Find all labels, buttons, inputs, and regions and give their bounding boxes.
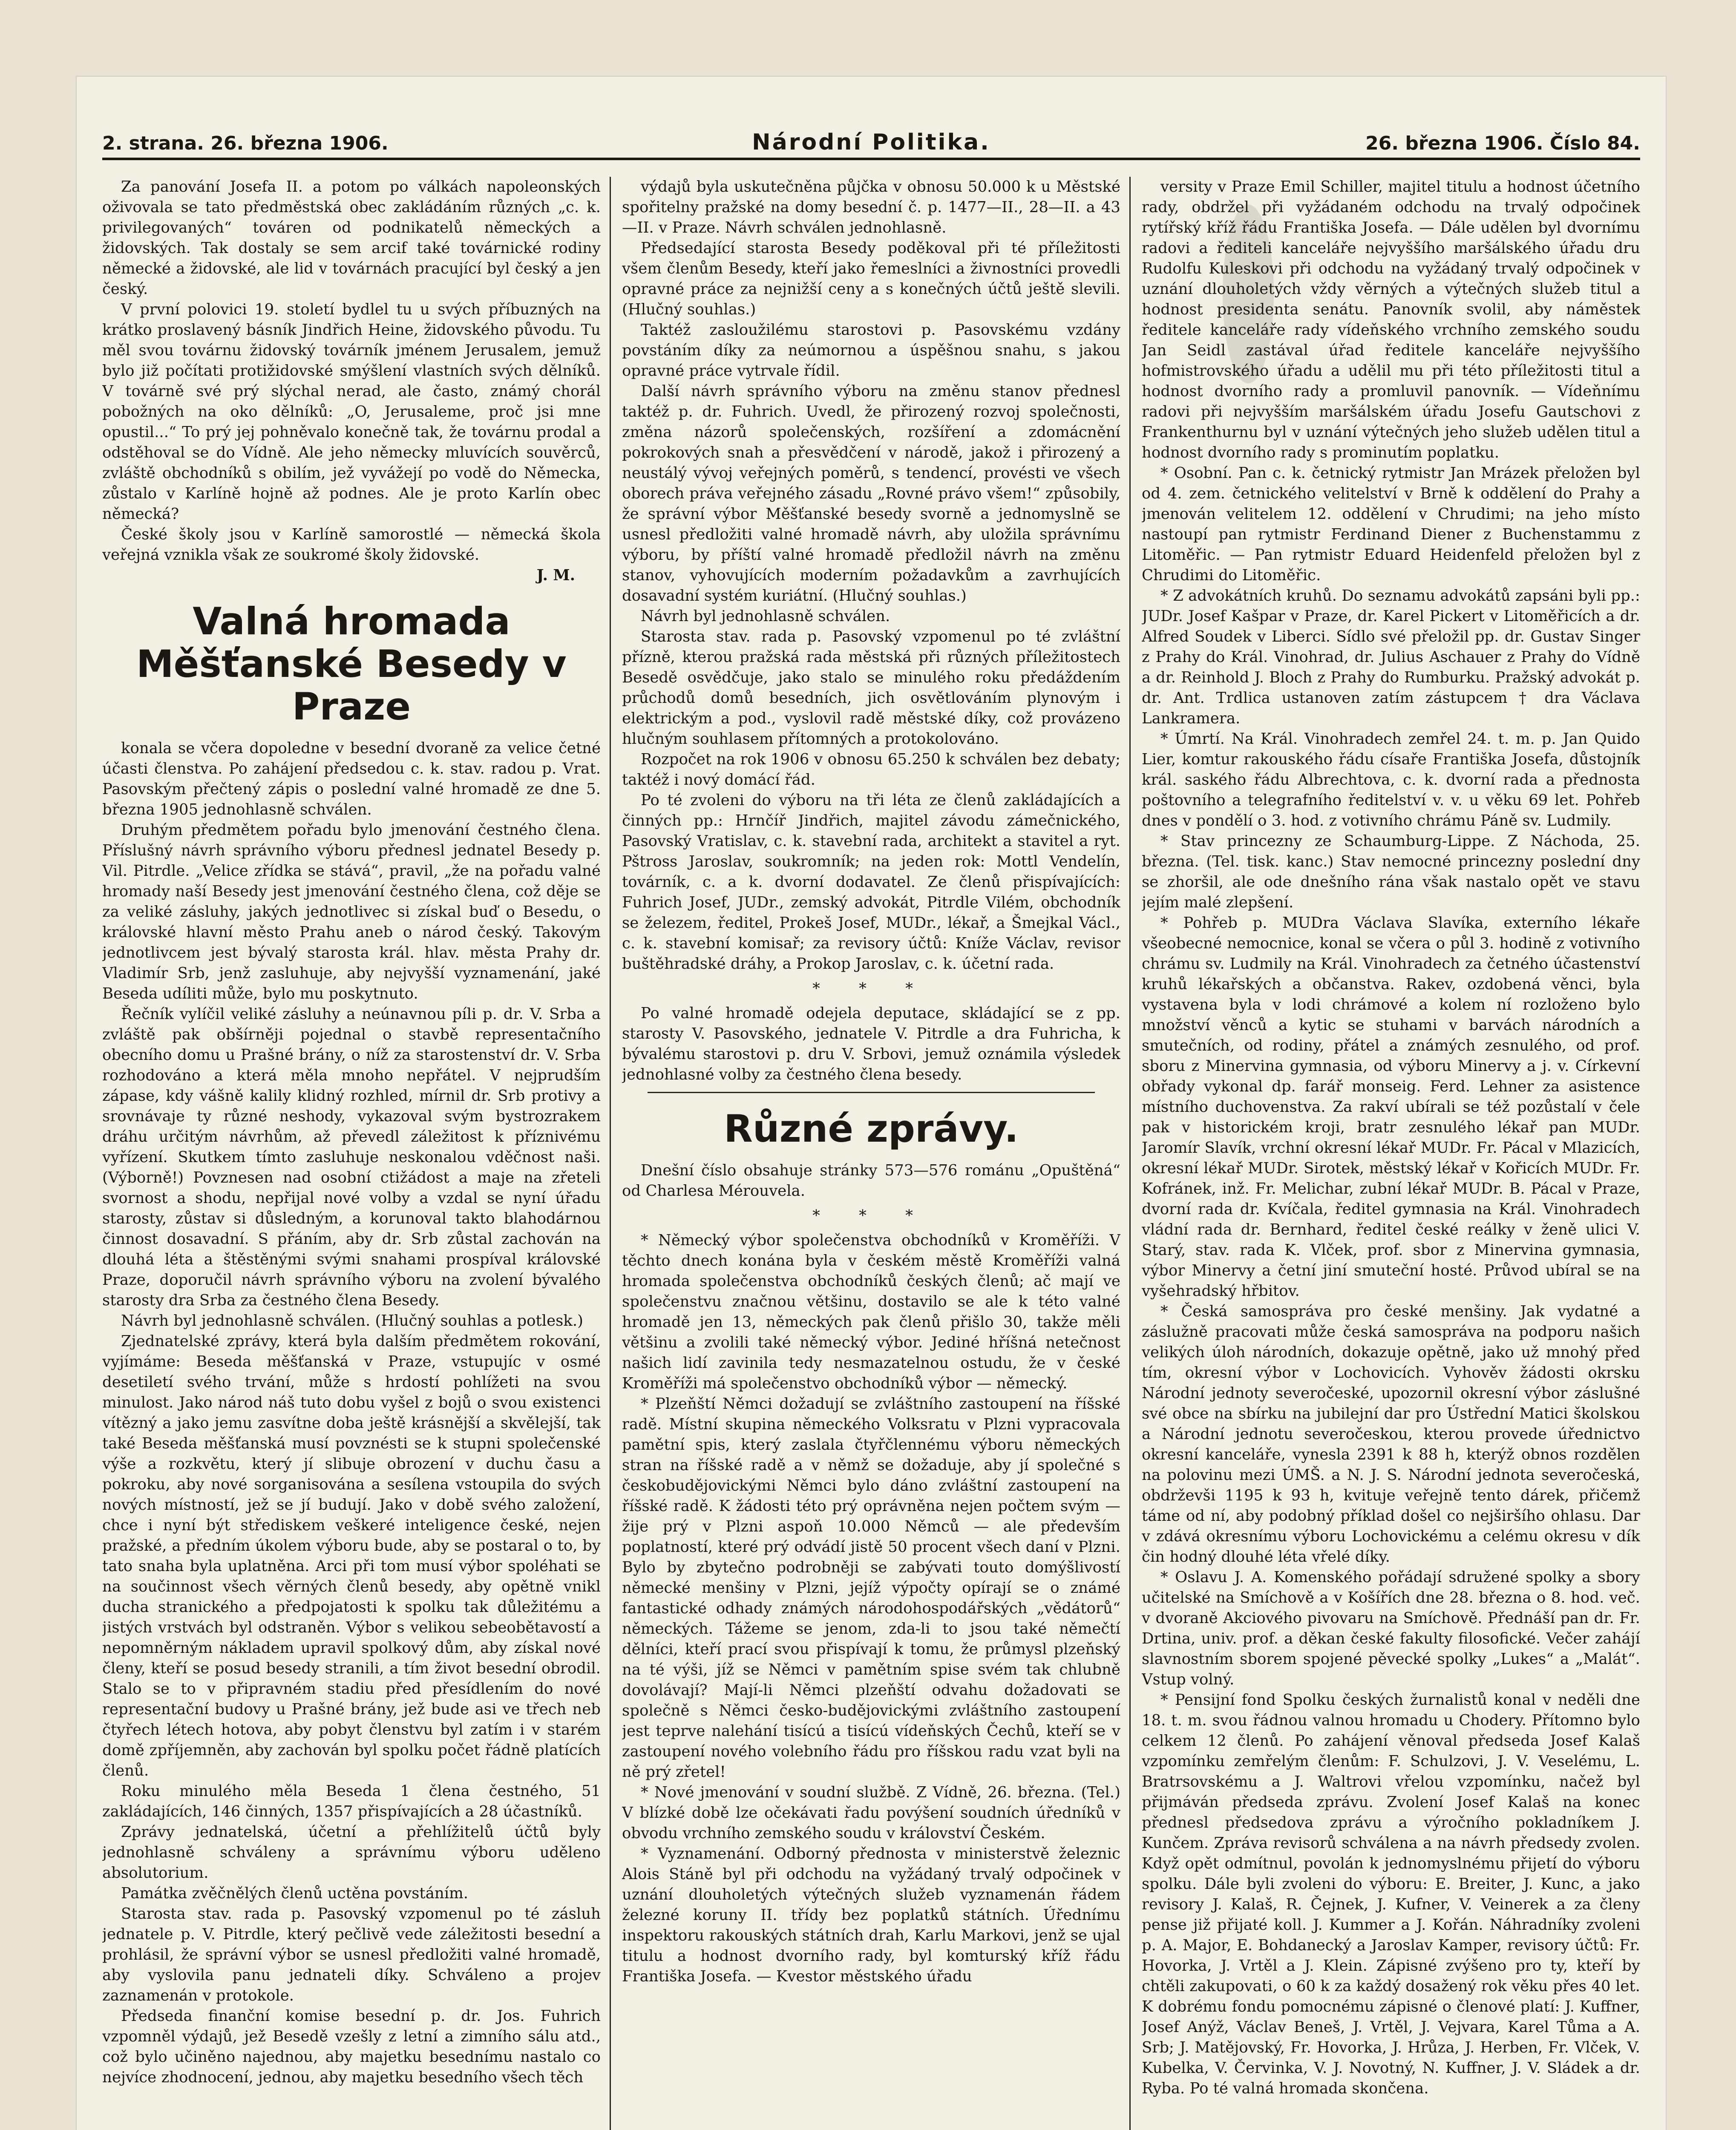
paragraph: V první polovici 19. století bydlel tu u svých příbuzných na krátko proslavený básník Jindřich Heine, židovského původu. Tu měl svou továrnu židovský továrník jménem Jerusalem, jemuž bylo již počítati protižidovské smýšlení vlastních svých dělníků. V továrně své prý slýchal nerad, ale často, známý chorál pobožných na oko dělníků: „O, Jerusaleme, proč jsi mne opustil...“ To prý jej pohněvalo konečně tak, že továrnu prodal a odstěhoval se do Vídně. Ale jeho německy mluvících souvěrců, zvláště obchodníků s obilím, jež vyvážejí po vodě do Německa, zůstalo v Karlíně hojně až podnes. Ale je proto Karlín obec německá? (102, 301, 601, 523)
paragraph: * Úmrtí. Na Král. Vinohradech zemřel 24. t. m. p. Jan Quido Lier, komtur rakouského řádu císaře Františka Josefa, důstojník král. saského řádu Albrechtova, c. k. dvorní rada a přednosta poštovního a telegrafního ředitelství v. v. u věku 69 let. Pohřeb dnes v pondělí o 3. hod. z votivního chrámu Páně sv. Ludmily. (1142, 730, 1640, 829)
paragraph: * Nové jmenování v soudní službě. Z Vídně, 26. března. (Tel.) V blízké době lze očekávati řadu povýšení soudních úředníků v obvodu vrchního zemského soudu v království Českém. (622, 1784, 1120, 1842)
paragraph: * Osobní. Pan c. k. četnický rytmistr Jan Mrázek přeložen byl od 4. zem. četnického velitelství v Brně k oddělení do Prahy a jmenován velitelem 12. oddělení v Chrudimi; na jeho místo nastoupí pan rytmistr Ferdinand Diener z Buchenstammu z Litoměřic. — Pan rytmistr Eduard Heidenfeld přeložen byl z Chrudimi do Litoměřic. (1142, 464, 1640, 584)
column-2 (622, 177, 1120, 2130)
paragraph: Taktéž zasloužilému starostovi p. Pasovskému vzdány povstáním díky za neúmornou a úspěšnou snahu, s jakou opravné práce vytrvale řídil. (622, 321, 1120, 380)
column-divider (610, 177, 611, 2130)
paragraph: Roku minulého měla Beseda 1 člena čestného, 51 zakládajících, 146 činných, 1357 přispívajících a 28 účastníků. (102, 1782, 601, 1820)
paragraph: Další návrh správního výboru na změnu stanov přednesl taktéž p. dr. Fuhrich. Uvedl, že přirozený rozvoj společnosti, změna názorů společenských, rozšíření a zdomácnění pokrokových snah a přesvědčení v národě, jakož i přirozený a neustálý vývoj veřejných poměrů, s tendencí, provésti ve všech oborech práva veřejného zásadu „Rovné právo všem!“ způsobily, že správní výbor Měšťanské besedy svorně a jednomyslně se usnesl předložiti valné hromadě návrh, aby uložila správnímu výboru, by příští valné hromadě předložil návrh na změnu stanov, vyhovujících moderním požadavkům a zavrhujících dosavadní systém kuriátní. (Hlučný souhlas.) (622, 383, 1120, 604)
paragraph: konala se včera dopoledne v besední dvoraně za velice četné účasti členstva. Po zahájení předsedou c. k. stav. radou p. Vrat. Pasovským přečtený zápis o poslední valné hromadě ze dne 5. března 1905 jednohlasně schválen. (102, 740, 601, 818)
newspaper-page (77, 77, 1666, 2130)
paragraph: * Vyznamenání. Odborný přednosta v ministerstvě železnic Alois Stáně byl při odchodu na vyžádaný trvalý odpočinek v uznání dlouholetých výtečných služeb vyznamenán řádem železné koruny II. třídy bez poplatků státních. Úřednímu inspektoru rakouských státních drah, Karlu Markovi, jenž se ujal titulu a hodnost dvorního rady, byl komturský kříž řádu Františka Josefa. — Kvestor městského úřadu (622, 1845, 1120, 1985)
section-headline: Různé zprávy. (724, 1107, 1019, 1151)
paragraph: Předsedající starosta Besedy poděkoval při té příležitosti všem členům Besedy, kteří jako řemeslníci a živnostníci provedli opravné práce za nejnižší ceny a s konečných účtů ještě slevili. (Hlučný souhlas.) (622, 239, 1120, 318)
paragraph: versity v Praze Emil Schiller, majitel titulu a hodnost účetního rady, obdržel při vyžádaném odchodu na trvalý odpočinek rytířský kříž řádu Františka Josefa. — Dále udělen byl dvornímu radovi a řediteli kanceláře nejvyššího maršálského úřadu dru Rudolfu Kuleskovi při odchodu na vyžádaný trvalý odpočinek v uznání dlouholetých vždy věrných a výtečných služeb titul a hodnost presidenta senátu. Panovník svolil, aby náměstek ředitele kanceláře rady vídeňského vrchního zemského soudu Jan Seidl zastával úřad ředitele kanceláře nejvyššího hofmistrovského úřadu a udělil mu při této příležitosti titul a hodnost dvorního rady a promluvil panovník. — Vídeňnímu radovi při nejvyšším maršálském úřadu Josefu Gautschovi z Frankenthurnu byl v uznání výtečných jeho služeb udělen titul a hodnost dvorního rady s prominutím poplatku. (1142, 178, 1640, 461)
masthead (102, 124, 1640, 160)
paragraph: Zprávy jednatelská, účetní a přehlížitelů účtů byly jednohlasně schváleny a správnímu výboru uděleno absolutorium. (102, 1823, 601, 1882)
paragraph: Za panování Josefa II. a potom po válkách napoleonských oživovala se tato předměstská obec zakládáním různých „c. k. privilegovaných“ továren od podnikatelů německých a židovských. Tak dostaly se sem arcif také továrnické rodiny německé a židovské, ale lid v továrnách pracující byl český a jen český. (102, 178, 601, 298)
paragraph: České školy jsou v Karlíně samorostlé — německá škola veřejná vznikla však ze soukromé školy židovské. (102, 526, 601, 564)
paragraph: * Německý výbor společenstva obchodníků v Kroměříži. V těchto dnech konána byla v českém městě Kroměříži valná hromada společenstva obchodníků českých členů; ač mají ve společenstvu značnou většinu, dostavilo se ale k této valné hromadě jen 13, německých pak členů přišlo 30, takže měli většinu a zvolili také německý výbor. Jediné hříšná netečnost našich lidí zavinila tedy nesmazatelnou ostudu, že v české Kroměříži má společenstvo obchodníků výbor — německý. (622, 1232, 1120, 1392)
paragraph: Řečník vylíčil veliké zásluhy a neúnavnou píli p. dr. V. Srba a zvláště pak obšírněji pojednal o stavbě representačního obecního domu u Prašné brány, o níž za starostenství dr. V. Srba rozhodováno a která měla mnoho nepřátel. V nejprudším zápase, kdy vášně kalily klidný rozhled, mírnil dr. Srb protivy a srovnávaje ty různé neshody, vykazoval svým bystrozrakem dráhu určitým návrhům, až převedl záležitost k příznivému vyřízení. Skutkem tímto zasluhuje neskonalou vděčnost naši. (Výborně!) Povznesen nad osobní ctižádost a maje na zřeteli svornost a shodu, nepřijal nové volby a vzdal se nyní úřadu starosty, zůstav si důsledným, a korunoval takto blahodárnou činnost dosavadní. S přáním, aby dr. Srb zůstal zachován na dlouhá léta a štěstěnými svými snahami prospíval královské Praze, doporučil návrh správního výboru na zvolení bývalého starosty dra Srba za čestného člena Besedy. (102, 1005, 601, 1309)
paragraph: * Stav princezny ze Schaumburg-Lippe. Z Náchoda, 25. března. (Tel. tisk. kanc.) Stav nemocné princezny poslední dny se zhoršil, ale ode dnešního rána však nastalo opět ve stavu jejím malé zlepšení. (1142, 832, 1640, 911)
paragraph: Starosta stav. rada p. Pasovský vzpomenul po té zásluh jednatele p. V. Pitrdle, který pečlivě vede záležitosti besední a prohlásil, že správní výbor se usnesl předložiti valné hromadě, aby vyslovila panu jednateli díky. Schváleno a projev zaznamenán v protokole. (102, 1905, 601, 2004)
paragraph: Zjednatelské zprávy, která byla dalším předmětem rokování, vyjímáme: Beseda měšťanská v Praze, vstupujíc v osmé desetiletí svého trvání, může s hrdostí pohlížeti na svou minulost. Jako národ náš tuto dobu vyšel z bojů o svou existenci vítězný a jako jemu zasvítne doba ještě krásnější a skvělejší, tak také Beseda měšťanská musí povznésti se k stupni společenské výše a rozkvětu, který jí slibuje obrození v duchu času a pokroku, aby nové sorganisována a sesílena vstoupila do svých nových místností, jež se jí budují. Jako v době svého založení, chce i nyní být střediskem veškeré inteligence české, nejen pražské, a předním úkolem výboru bude, aby se postaral o to, by tato snaha byla uplatněna. Arci při tom musí výbor spoléhati se na součinnost všech věrných členů besedy, aby opětně vnikl ducha stranického a předpojatosti k spolku tak důležitému a jistých vrstvách byl odstraněn. Výbor s velikou sebeobětavostí a nepomněrným nákladem upravil spolkový dům, aby získal nové členy, kteří se posud besedy stranili, a tím život besední obrodil. Stalo se to v připravném stadiu před přesídlením do nové representační budovy u Prašné brány, jež bude asi ve třech neb čtyřech létech hotova, aby pobyt členstvu byl zatím i v starém domě zpříjemněn, aby zachován byl spolku počet řádně platících členů. (102, 1333, 601, 1779)
paragraph: výdajů byla uskutečněna půjčka v obnosu 50.000 k u Městské spořitelny pražské na domy besední č. p. 1477—II., 28—II. a 43—II. v Praze. Návrh schválen jednohlasně. (622, 178, 1120, 236)
article-headline: Valná hromada Měšťanské Besedy v Praze (136, 599, 567, 728)
paragraph: Předseda finanční komise besední p. dr. Jos. Fuhrich vzpomněl výdajů, jež Besedě vzešly z letní a zimního sálu atd., což bylo učiněno najednou, aby majetku besednímu nastalo co nejvíce zhodnocení, jednou, aby majetku besedního všech těch (102, 2007, 601, 2086)
paragraph: * Plzeňští Němci dožadují se zvláštního zastoupení na říšské radě. Místní skupina německého Volksratu v Plzni vypracovala pamětní spis, který zaslala čtyřčlennému výboru německých stran na říšské radě a v němž se dožaduje, aby jí společné s českobudějovickými Němci bylo dáno zvláštní zastoupení na říšské radě. K žádosti této prý oprávněna nejen počtem svým — žije prý v Plzni aspoň 10.000 Němců — ale především poplatností, které prý odvádí jistě 50 procent všech daní v Plzni. Bylo by zbytečno podrobněji se zabývati touto domýšlivostí německé menšiny v Plzni, jejíž výpočty opírají se o známé fantastické odhady známých národohospodářských „vědátorů“ německých. Tážeme se jenom, zda-li to jsou také němečtí dělníci, kteří prací svou přispívají k tomu, že průmysl plzeňský na té výši, jíž se Němci v pamětním spise svém tak chlubně dovolávají? Mají-li Němci plzeňští odvahu dožadovati se společně s Němci česko-budějovickými zvláštního zastoupení jest teprve nalehání tisícú a tisícú vídeňských Čechů, kteří se v zastoupení nového volebního řádu pro říšskou radu vzat byli na ně prý zřetel! (622, 1395, 1120, 1781)
column-1 (102, 177, 601, 2130)
article-signature: J. M. (536, 567, 575, 584)
horizontal-rule (648, 1092, 1095, 1093)
paragraph: Starosta stav. rada p. Pasovský vzpomenul po té zvláštní přízně, kterou pražská rada městská při různých příležitostech Besedě osvědčuje, jako stalo se minulého roku předáždením průchodů domů besedních, jich osvětlováním plynovým i elektrickým a pod., vyslovil radě městské díky, což provázeno hlučným souhlasem přítomných a protokolováno. (622, 628, 1120, 748)
paragraph: Po valné hromadě odejela deputace, skládající se z pp. starosty V. Pasovského, jednatele V. Pitrdle a dra Fuhricha, k bývalému starostovi p. dru V. Srbovi, jemuž oznámila výsledek jednohlasné volby za čestného člena besedy. (622, 1005, 1120, 1083)
paragraph: Památka zvěčnělých členů uctěna povstáním. (121, 1885, 469, 1902)
paragraph: Druhým předmětem pořadu bylo jmenování čestného člena. Příslušný návrh správního výboru přednesl jednatel Besedy p. Vil. Pitrdle. „Velice zřídka se stává“, pravil, „že na pořadu valné hromady naší Besedy jest jmenování čestného člena, což děje se za veliké zásluhy, jakých jednotlivec si získal buď o Besedu, o královské hlavní město Prahu aneb o národ český. Takovým jednotlivcem jest bývalý starosta král. hlav. města Prahy dr. Vladimír Srb, jenž zasluhuje, aby nejvyšší vyznamenání, jaké Beseda udíliti může, bylo mu poskytnuto. (102, 821, 601, 1002)
ink-blot (1223, 204, 1274, 383)
paragraph: Návrh byl jednohlasně schválen. (Hlučný souhlas a potlesk.) (121, 1312, 584, 1330)
section-separator-stars: * * * (812, 1207, 930, 1224)
paragraph: Rozpočet na rok 1906 v obnosu 65.250 k schválen bez debaty; taktéž i nový domácí řád. (622, 751, 1120, 789)
paragraph: * Česká samospráva pro české menšiny. Jak vydatné a záslužně pracovati může česká samospráva na podporu našich velikých úloh národních, dokazuje opětně, jako už mnohý před tím, okresní výbor v Lochovicích. Vyhověv žádosti okrsku Národní jednoty severočeské, upozornil okresní výbor záslušné své obce na sbírku na jubilejní dar pro Ústřední Matici školskou a Národní jednotu severočeskou, kterou provede úřednictvo okresní kanceláře, vynesla 2391 k 88 h, kterýž obnos rozdělen na polovinu mezi ÚMŠ. a N. J. S. Národní jednota severočeská, obdrževši 1195 k 93 h, kvituje veřejně tento dárek, přičemž táme od ní, aby podobný příklad došel co nejširšího ohlasu. Dar v zdává okresnímu výboru Lochovickému a celému okresu v dík čin hodný dlouhé léta vřelé díky. (1142, 1303, 1640, 1566)
paragraph: * Pohřeb p. MUDra Václava Slavíka, externího lékaře všeobecné nemocnice, konal se včera o půl 3. hodině z votivního chrámu sv. Ludmily na Král. Vinohradech za četného účastenství kruhů lékařských a občanstva. Rakev, ozdobená věnci, byla vystavena byla v lodi chrámové a kolem ní rozloženo bylo množství věnců a kytic se stuhami v barvách národních a smutečních, od rodiny, přátel a známých zesnulého, od prof. sboru z Minervina gymnasia, od výboru Minervy a j. v. Církevní obřady vykonal dp. farář monseig. Ferd. Lehner za asistence místního duchovenstva. Za rakví ubírali se též pozůstalí v čele pak v historickém kroji, bratr zesnulého lékař pan MUDr. Jaromír Slavík, vrchní okresní lékař MUDr. Fr. Pácal v Mlazicích, okresní lékař MUDr. Sirotek, městský lékař v Kořicích MUDr. Fr. Kofránek, inž. Fr. Melichar, zubní lékař MUDr. B. Pácal v Praze, dvorní rada dr. Kvíčala, ředitel gymnasia na Král. Vinohradech vládní rada dr. Bernhard, ředitel české reálky v ženě ulici V. Starý, stav. rada K. Vlček, prof. sbor z Minervina gymnasia, výbor Minervy a četní jiní smuteční hosté. Průvod ubíral se na vyšehradský hřbitov. (1142, 914, 1640, 1300)
section-separator-stars: * * * (812, 980, 930, 997)
column-divider (1129, 177, 1131, 2130)
paragraph: Po té zvoleni do výboru na tři léta ze členů zakládajících a činných pp.: Hrnčíř Jindřich, majitel závodu zámečnického, Pasovský Vratislav, c. k. stavební rada, architekt a stavitel a ryt. Pštross Jaroslav, soukromník; na jeden rok: Mottl Vendelín, továrník, c. a k. dvorní dodavatel. Ze členů přispívajících: Fuhrich Josef, JUDr., zemský advokát, Pitrdle Vilém, obchodník se železem, ředitel, Prokeš Josef, MUDr., lékař, a Šmejkal Václ., c. k. stavební komisař; za revisory účtů: Kníže Václav, revisor buštěhradské dráhy, a Prokop Jaroslav, c. k. účetní rada. (622, 792, 1120, 973)
page-date-left: 2. strana. 26. března 1906. (102, 132, 389, 154)
page-date-issue-right: 26. března 1906. Číslo 84. (1365, 132, 1640, 154)
paragraph: * Z advokátních kruhů. Do seznamu advokátů zapsáni byli pp.: JUDr. Josef Kašpar v Praze, dr. Karel Pickert v Litoměřicích a dr. Alfred Soudek v Liberci. Sídlo své přeložil pp. dr. Gustav Singer z Prahy do Král. Vinohrad, dr. Julius Aschauer z Prahy do Vídně a dr. Reinhold J. Bloch z Prahy do Rumburku. Pražský advokát p. dr. Ant. Trdlica ustanoven zatím zástupcem † dra Václava Lankramera. (1142, 587, 1640, 727)
column-3 (1142, 177, 1640, 2130)
paragraph: Dnešní číslo obsahuje stránky 573—576 románu „Opuštěná“ od Charlesa Mérouvela. (622, 1162, 1120, 1200)
newspaper-title: Národní Politika. (752, 130, 990, 155)
paragraph: * Pensijní fond Spolku českých žurnalistů konal v neděli dne 18. t. m. svou řádnou valnou hromadu u Chodery. Přítomno bylo celkem 12 členů. Po zahájení věnoval předseda Josef Kalaš vzpomínku zemřelým členům: F. Schulzovi, J. V. Veselému, L. Bratrsovskému a J. Waltrovi vřelou vzpomínku, načež byl přijmáván předseda zprávu. Zvolení Josef Kalaš na konec přednesl předsedova zprávu a výročního pokladníkem J. Kunčem. Zpráva revisorů schválena a na návrh předsedy zvolen. Když opět odmítnul, povolán k jednomyslnému přijetí do výboru spolku. Dále byli zvoleni do výboru: E. Breiter, J. Kunc, a jako revisory J. Kalaš, R. Čejnek, J. Kufner, V. Veinerek a za členy pense již přijaté koll. J. Kummer a J. Kořán. Náhradníky zvoleni p. A. Major, E. Bohdanecký a Jaroslav Kamper, revisory účtů: Fr. Hovorka, J. Vrtěl a J. Klein. Zápisné zvýšeno pro ty, kteří by chtěli zakupovati, o 60 k za každý dosažený rok věku přes 40 let. K dobrému fondu pomocnému zápisné o členové platí: J. Kuffner, Josef Anýž, Václav Beneš, J. Vrtěl, J. Vejvara, Karel Tůma a A. Srb; J. Matějovský, Fr. Hovorka, J. Hrůza, J. Herben, Fr. Vlček, V. Kubelka, V. Červinka, V. J. Novotný, N. Kuffner, J. V. Sládek a dr. Ryba. Po té valná hromada skončena. (1142, 1691, 1640, 2097)
paragraph: * Oslavu J. A. Komenského pořádají sdružené spolky a sbory učitelské na Smíchově a v Košířích dne 28. března o 8. hod. več. v dvoraně Akciového pivovaru na Smíchově. Přednáší pan dr. Fr. Drtina, univ. prof. a děkan české fakulty filosofické. Večer zahájí slavnostním sborem spojené pěvecké spolky „Lukes“ a „Malát“. Vstup volný. (1142, 1569, 1640, 1688)
paragraph: Návrh byl jednohlasně schválen. (641, 607, 890, 625)
